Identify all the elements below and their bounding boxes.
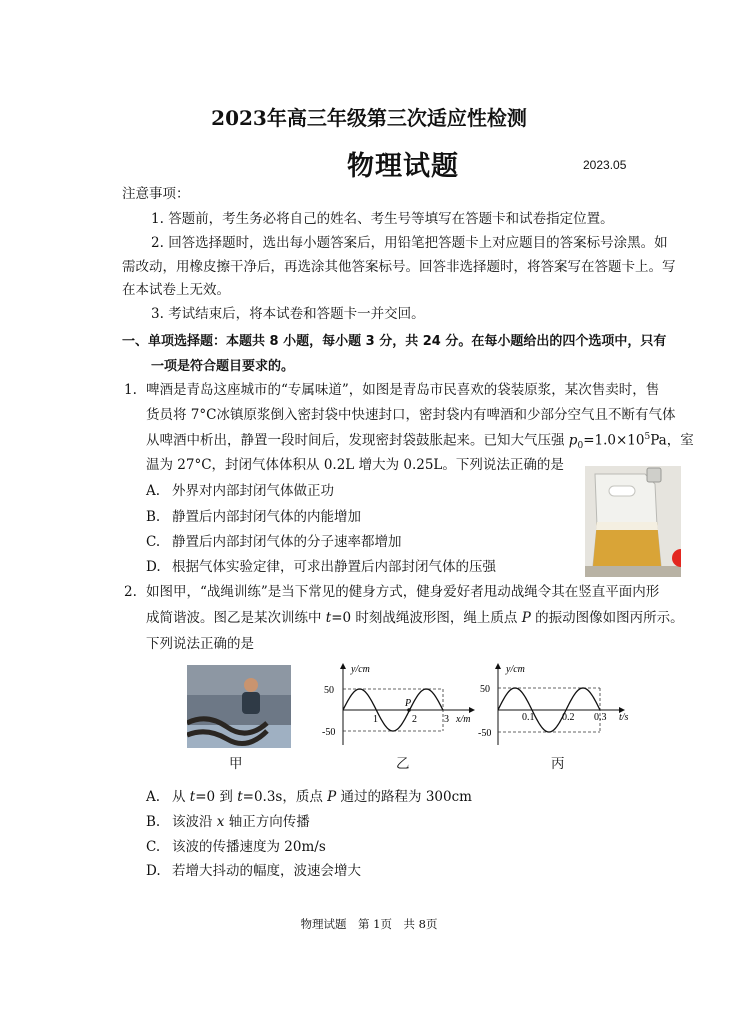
- subject-title: 物理试题: [347, 151, 459, 182]
- battle-rope-photo: [187, 665, 291, 748]
- yi-x-tick-3: 3: [444, 714, 449, 725]
- notice-item-2-text: 回答选择题时，选出每小题答案后，用铅笔把答题卡上对应题目的答案标号涂黑。如: [168, 235, 668, 251]
- q2-option-a-mid1: =0 到: [195, 789, 238, 805]
- q1-stem-line3-pre: 从啤酒中析出，静置一段时间后，发现密封袋鼓胀起来。已知大气压强: [146, 432, 569, 449]
- q1-option-a-label: A.: [146, 483, 161, 499]
- q2-number: 2.: [124, 584, 137, 600]
- q2-stem-line2: [146, 609, 684, 628]
- q2-option-a-var2: t: [237, 789, 243, 805]
- q1-stem-line3-mid: =1.0×10: [583, 432, 645, 449]
- q1-option-c-label: C.: [146, 534, 161, 550]
- point-p-symbol: P: [521, 610, 531, 626]
- section-heading-line2: 一项是符合题目要求的。: [151, 359, 295, 374]
- q2-option-a-var1: t: [189, 789, 196, 805]
- yi-x-tick-1: 1: [373, 714, 378, 725]
- q1-option-b-text: 静置后内部封闭气体的内能增加: [172, 509, 361, 525]
- yi-x-tick-2: 2: [412, 714, 417, 725]
- notice-item-3: [151, 305, 425, 324]
- pressure-subscript: 0: [577, 441, 584, 452]
- notice-item-3-num: 3.: [151, 306, 164, 322]
- q2-option-c-label: C.: [146, 839, 161, 855]
- q2-option-a[interactable]: [146, 788, 472, 807]
- notice-item-2-line2: 需改动，用橡皮擦干净后，再选涂其他答案标号。回答非选择题时，将答案写在答题卡上。写: [122, 259, 676, 275]
- bing-y-tick-bottom: -50: [478, 728, 492, 739]
- beer-bag-photo: [585, 466, 681, 577]
- q1-option-a-text: 外界对内部封闭气体做正功: [172, 483, 334, 499]
- q2-option-d-label: D.: [146, 863, 161, 879]
- q1-option-b[interactable]: [146, 508, 361, 527]
- q2-option-a-pre: 从: [172, 789, 190, 805]
- q2-option-a-var3: P: [327, 789, 337, 805]
- q1-option-d[interactable]: [146, 558, 496, 577]
- q2-option-b[interactable]: [146, 813, 310, 832]
- q2-option-a-label: A.: [146, 789, 161, 805]
- pressure-symbol: p: [568, 432, 578, 449]
- yi-y-label: y/cm: [351, 664, 370, 675]
- q1-stem-line2: 货员将 7°C冰镇原浆倒入密封袋中快速封口，密封袋内有啤酒和少部分空气且不断有气体: [146, 407, 676, 423]
- yi-point-p-label: P: [405, 698, 412, 709]
- bing-x-tick-1: 0.1: [522, 712, 535, 723]
- section-heading-line1: 一、单项选择题：本题共 8 小题，每小题 3 分，共 24 分。在每小题给出的四个选项中，只有: [122, 334, 667, 349]
- q1-option-b-label: B.: [146, 509, 161, 525]
- q1-option-c-text: 静置后内部封闭气体的分子速率都增加: [172, 534, 402, 550]
- q1-option-d-label: D.: [146, 559, 161, 575]
- exponent: 5: [644, 432, 651, 442]
- exam-date: 2023.05: [583, 158, 627, 172]
- q2-stem-line2-mid: =0 时刻战绳波形图，绳上质点: [331, 610, 522, 626]
- q1-stem-line3: [146, 431, 694, 453]
- q2-option-c-text: 该波的传播速度为 20m/s: [172, 839, 326, 855]
- q1-option-d-text: 根据气体实验定律，可求出静置后内部封闭气体的压强: [172, 559, 496, 575]
- q2-stem-line2-post: 的振动图像如图丙所示。: [530, 610, 684, 626]
- q2-option-b-var1: x: [216, 814, 225, 830]
- battle-rope-illustration: [187, 665, 291, 748]
- q1-option-c[interactable]: [146, 533, 402, 552]
- notice-item-2-line1: [151, 234, 668, 253]
- q1-stem-line3-post: Pa，室: [650, 432, 694, 449]
- bing-x-label: t/s: [619, 712, 629, 723]
- bing-x-tick-3: 0.3: [594, 712, 607, 723]
- q2-option-d[interactable]: [146, 862, 361, 881]
- q2-option-a-post: 通过的路程为 300cm: [336, 789, 472, 805]
- figure-label-bing: 丙: [551, 756, 565, 772]
- yi-y-tick-bottom: -50: [322, 727, 336, 738]
- figure-label-yi: 乙: [396, 756, 410, 772]
- bing-y-label: y/cm: [506, 664, 525, 675]
- q1-stem-line1: 啤酒是青岛这座城市的“专属味道”，如图是青岛市民喜欢的袋装原浆，某次售卖时，售: [146, 382, 660, 398]
- q2-option-b-post: 轴正方向传播: [224, 814, 310, 830]
- notice-item-2-num: 2.: [151, 235, 164, 251]
- page-footer: 物理试题 第 1页 共 8页: [300, 917, 438, 931]
- notice-item-1: [151, 210, 614, 229]
- bing-x-tick-2: 0.2: [562, 712, 575, 723]
- q2-option-b-pre: 该波沿: [172, 814, 217, 830]
- figure-label-jia: 甲: [229, 756, 243, 772]
- notice-heading: 注意事项：: [122, 186, 190, 202]
- q2-stem-line3: 下列说法正确的是: [146, 636, 254, 652]
- q2-option-a-mid2: =0.3s，质点: [242, 789, 328, 805]
- q2-option-d-text: 若增大抖动的幅度，波速会增大: [172, 863, 361, 879]
- yi-y-tick-top: 50: [324, 685, 334, 696]
- q2-stem-line2-pre: 成简谐波。图乙是某次训练中: [146, 610, 326, 626]
- beer-bag-illustration: [585, 466, 681, 577]
- time-symbol: t: [325, 610, 332, 626]
- notice-item-2-line3: 在本试卷上无效。: [122, 282, 230, 298]
- q2-stem-line1: 如图甲，“战绳训练”是当下常见的健身方式，健身爱好者甩动战绳令其在竖直平面内形: [146, 584, 660, 600]
- notice-item-3-text: 考试结束后，将本试卷和答题卡一并交回。: [168, 306, 425, 322]
- q2-option-b-label: B.: [146, 814, 161, 830]
- notice-item-1-text: 答题前，考生务必将自己的姓名、考生号等填写在答题卡和试卷指定位置。: [168, 211, 614, 227]
- bing-y-tick-top: 50: [480, 684, 490, 695]
- q1-number: 1.: [124, 382, 137, 398]
- q1-option-a[interactable]: [146, 482, 334, 501]
- yi-x-label: x/m: [456, 714, 471, 725]
- q1-stem-line4: 温为 27°C，封闭气体体积从 0.2L 增大为 0.25L。下列说法正确的是: [146, 457, 564, 473]
- exam-title: 2023年高三年级第三次适应性检测: [211, 106, 527, 130]
- notice-item-1-num: 1.: [151, 211, 164, 227]
- wave-graph-yi: [322, 660, 482, 748]
- q2-option-c[interactable]: [146, 838, 326, 857]
- vibration-graph-bing: [476, 660, 636, 748]
